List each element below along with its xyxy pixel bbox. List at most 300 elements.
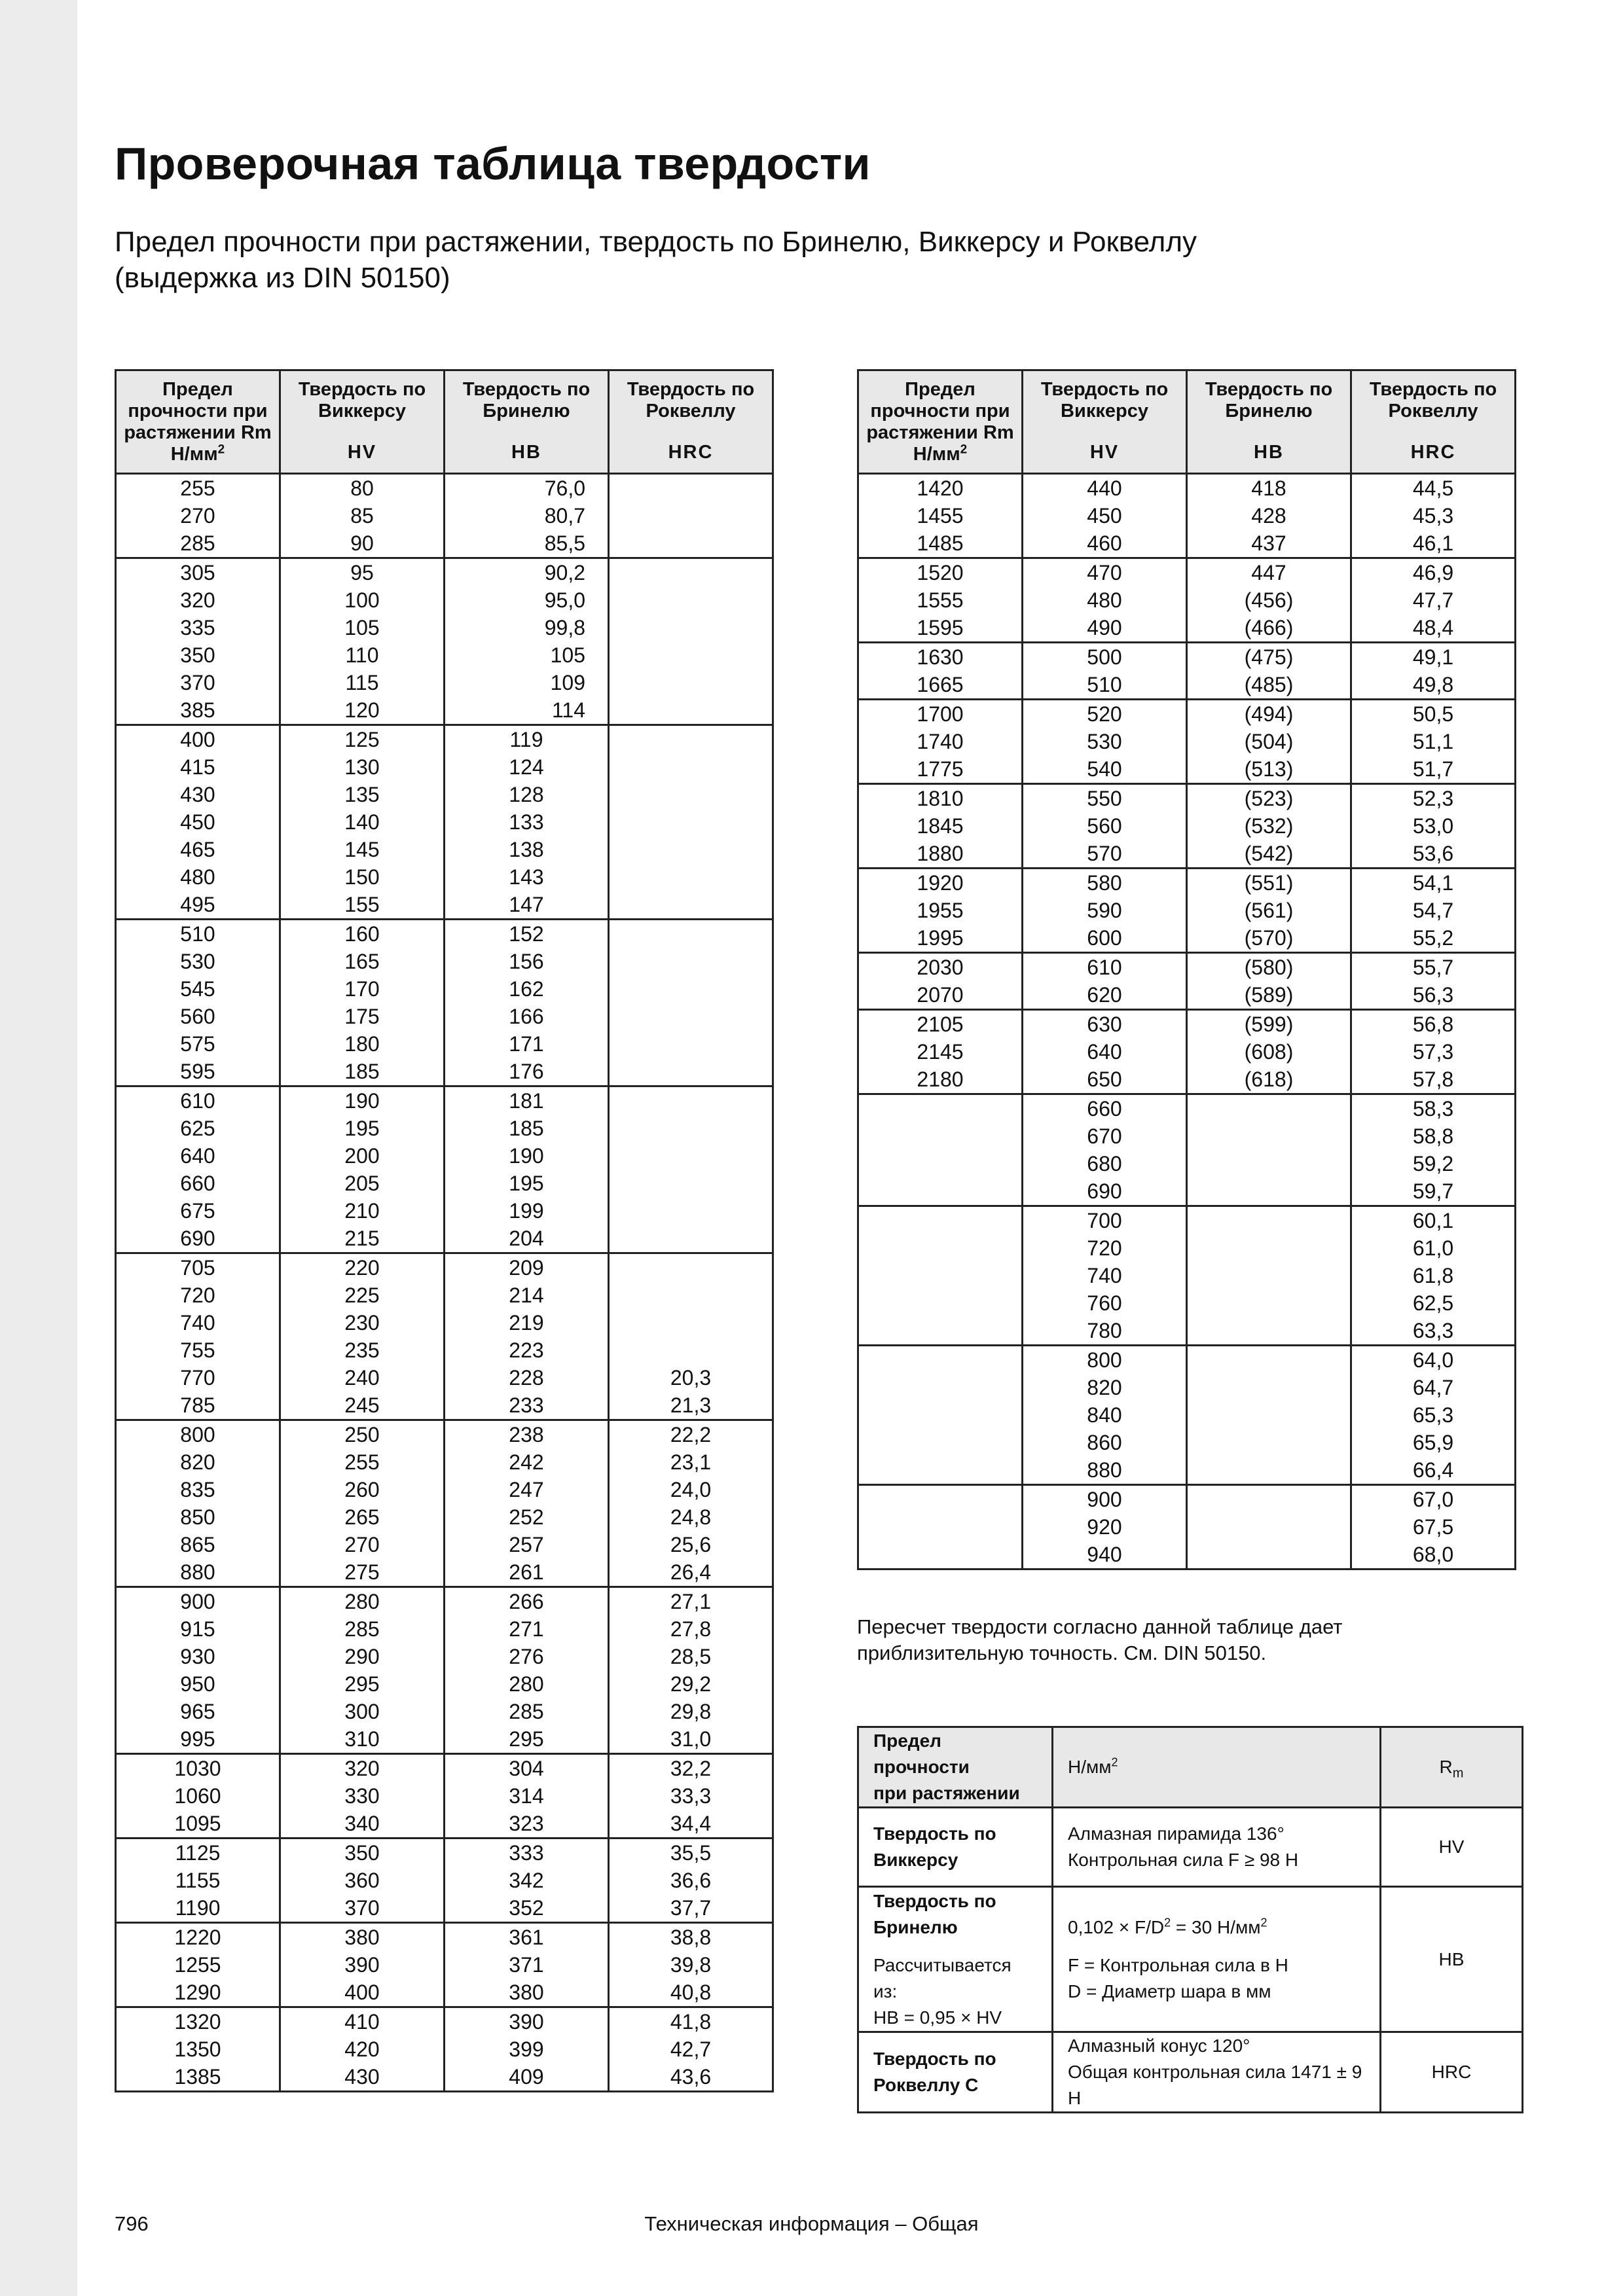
header-rm-label: Предел прочности при растяжении Rm Н/мм [124,379,272,465]
cell-hv: 660 [1023,1094,1187,1123]
cell-rm: 1740 [858,728,1023,755]
def-header-name-line: при растяжении [873,1783,1020,1803]
cell-hv: 150 [280,863,445,891]
cell-hrc [609,725,773,754]
cell-hb: (589) [1187,981,1351,1010]
cell-hb: 280 [445,1670,609,1698]
table-row [858,700,1516,728]
cell-hv: 265 [280,1503,445,1531]
cell-hv: 185 [280,1058,445,1086]
cell-hrc: 56,8 [1351,1010,1516,1039]
cell-hb: 437 [1187,529,1351,558]
table-row [116,1923,773,1952]
cell-hb: (485) [1187,671,1351,700]
cell-hb: (551) [1187,869,1351,897]
cell-hv: 590 [1023,897,1187,924]
cell-hv: 135 [280,781,445,808]
table-row [116,2036,773,2063]
def-header-name-line: Предел прочности [873,1731,970,1777]
table-row [116,1670,773,1698]
cell-hrc: 41,8 [609,2007,773,2036]
def-brinell-symbol: HB [1381,1887,1523,2032]
definitions-row-rockwell [858,2032,1523,2113]
cell-hb [1187,1234,1351,1262]
table-row [858,755,1516,784]
table-row [858,1206,1516,1235]
cell-hrc: 55,2 [1351,924,1516,953]
cell-hrc: 58,3 [1351,1094,1516,1123]
cell-hb: 447 [1187,558,1351,587]
table-row [116,948,773,975]
table-row [116,502,773,529]
cell-hb [1187,1401,1351,1429]
cell-rm: 930 [116,1643,280,1670]
cell-rm: 2070 [858,981,1023,1010]
conversion-note [857,1614,1518,1666]
table-row [116,1282,773,1309]
table-row [858,474,1516,503]
cell-hb: (561) [1187,897,1351,924]
table-row [858,502,1516,529]
cell-hb: (466) [1187,614,1351,643]
cell-hrc [609,1142,773,1170]
def-rockwell-symbol: HRC [1381,2032,1523,2113]
header-hrc-label: Твердость по Роквеллу [1369,379,1497,422]
cell-hrc [609,836,773,863]
cell-rm: 595 [116,1058,280,1086]
cell-hb: 418 [1187,474,1351,503]
cell-hb: 199 [445,1197,609,1225]
cell-hv: 390 [280,1951,445,1979]
cell-hv: 630 [1023,1010,1187,1039]
table-row [116,1839,773,1867]
cell-hv: 690 [1023,1177,1187,1206]
table-row [116,1894,773,1923]
table-row [858,1010,1516,1039]
cell-rm: 450 [116,808,280,836]
cell-hrc: 39,8 [609,1951,773,1979]
cell-rm [858,1094,1023,1123]
def-desc-line: Алмазный конус 120° [1068,2036,1250,2056]
table-body-right [858,474,1516,1570]
table-row [116,975,773,1003]
table-row [116,1391,773,1420]
cell-hrc [609,863,773,891]
cell-hrc: 67,0 [1351,1485,1516,1514]
cell-hb: 204 [445,1225,609,1253]
table-row [858,784,1516,813]
note-line: приблизительную точность. См. DIN 50150. [857,1641,1267,1664]
cell-hv: 340 [280,1810,445,1839]
def-name-line: Твердость по [873,2049,996,2069]
cell-hv: 170 [280,975,445,1003]
cell-hrc: 57,3 [1351,1038,1516,1066]
cell-rm: 1455 [858,502,1023,529]
cell-hrc: 20,3 [609,1364,773,1391]
cell-rm [858,1206,1023,1235]
header-rm-sup: 2 [217,442,225,457]
def-desc-line: D = Диаметр шара в мм [1068,1981,1271,2001]
table-row [858,1541,1516,1570]
cell-hv: 430 [280,2063,445,2092]
header-hrc [1351,370,1516,474]
def-vickers-symbol: HV [1381,1808,1523,1887]
cell-hb: 352 [445,1894,609,1923]
cell-hrc [609,891,773,920]
cell-rm: 675 [116,1197,280,1225]
cell-hv: 155 [280,891,445,920]
note-line: Пересчет твердости согласно данной таблице дает [857,1615,1343,1638]
cell-hrc: 59,2 [1351,1150,1516,1177]
cell-hv: 480 [1023,586,1187,614]
cell-hv: 610 [1023,953,1187,982]
cell-hv: 220 [280,1253,445,1282]
table-row [116,1979,773,2007]
cell-hv: 215 [280,1225,445,1253]
cell-hrc: 26,4 [609,1558,773,1587]
def-name-line: Твердость по [873,1823,996,1844]
def-name-line: Твердость по [873,1890,996,1911]
cell-hv: 280 [280,1587,445,1616]
cell-hv: 165 [280,948,445,975]
cell-rm [858,1485,1023,1514]
cell-hb: 238 [445,1420,609,1449]
def-formula [1068,1914,1365,1941]
cell-hrc: 31,0 [609,1725,773,1754]
cell-hv: 900 [1023,1485,1187,1514]
cell-hv: 740 [1023,1262,1187,1289]
cell-hb: (542) [1187,840,1351,869]
cell-rm: 480 [116,863,280,891]
table-row [116,753,773,781]
table-row [116,1531,773,1558]
left-margin-band [0,0,77,2296]
cell-hrc [609,1115,773,1142]
cell-hrc: 54,1 [1351,869,1516,897]
header-hrc-unit: HRC [668,442,714,463]
cell-hrc: 60,1 [1351,1206,1516,1235]
table-row [116,586,773,614]
cell-hrc [609,1170,773,1197]
header-hb [1187,370,1351,474]
cell-hb: 342 [445,1867,609,1894]
cell-hv: 560 [1023,812,1187,840]
cell-hb: 114 [445,696,609,725]
cell-rm: 1880 [858,840,1023,869]
table-row [858,1485,1516,1514]
table-row [858,643,1516,672]
cell-hv: 530 [1023,728,1187,755]
table-row [116,696,773,725]
cell-hb: 85,5 [445,529,609,558]
cell-hv: 255 [280,1448,445,1476]
header-rm [116,370,280,474]
cell-hb [1187,1456,1351,1485]
cell-rm: 690 [116,1225,280,1253]
cell-rm: 705 [116,1253,280,1282]
subtitle-line: (выдержка из DIN 50150) [115,262,450,294]
table-row [116,1309,773,1336]
definitions-table [857,1726,1523,2113]
footer-text: Техническая информация – Общая [644,2212,979,2235]
cell-rm: 1665 [858,671,1023,700]
header-hb-unit: HB [511,442,541,463]
def-desc-line: Общая контрольная сила 1471 ± 9 Н [1068,2062,1362,2108]
cell-hv: 470 [1023,558,1187,587]
cell-rm [858,1289,1023,1317]
cell-hrc: 53,0 [1351,812,1516,840]
cell-hrc [609,474,773,503]
cell-hrc: 29,8 [609,1698,773,1725]
cell-hb: 428 [1187,502,1351,529]
cell-rm: 510 [116,920,280,948]
cell-rm: 1155 [116,1867,280,1894]
cell-hrc: 54,7 [1351,897,1516,924]
cell-rm [858,1401,1023,1429]
cell-rm: 385 [116,696,280,725]
cell-hb: 314 [445,1782,609,1810]
cell-rm: 610 [116,1086,280,1115]
header-hv [1023,370,1187,474]
cell-hv: 570 [1023,840,1187,869]
table-row [858,1317,1516,1346]
header-hv-unit: HV [1089,442,1120,463]
cell-hrc: 49,1 [1351,643,1516,672]
def-desc-line: Контрольная сила F ≥ 98 Н [1068,1850,1299,1870]
cell-hv: 440 [1023,474,1187,503]
cell-hv: 360 [280,1867,445,1894]
cell-hb: 242 [445,1448,609,1476]
cell-hb: 223 [445,1336,609,1364]
cell-hrc: 40,8 [609,1979,773,2007]
cell-rm: 1320 [116,2007,280,2036]
cell-rm: 430 [116,781,280,808]
cell-hb: 176 [445,1058,609,1086]
cell-rm: 1995 [858,924,1023,953]
cell-hb: 295 [445,1725,609,1754]
cell-rm [858,1346,1023,1374]
cell-hb: 271 [445,1615,609,1643]
cell-hb [1187,1541,1351,1570]
definitions-row-brinell [858,1887,1523,2032]
cell-hv: 580 [1023,869,1187,897]
cell-rm [858,1374,1023,1401]
cell-hrc: 61,0 [1351,1234,1516,1262]
def-brinell-description [1053,1887,1381,2032]
cell-rm: 320 [116,586,280,614]
cell-hb: 128 [445,781,609,808]
table-row [116,1951,773,1979]
table-row [858,1234,1516,1262]
cell-hrc: 27,8 [609,1615,773,1643]
cell-hv: 130 [280,753,445,781]
cell-hv: 600 [1023,924,1187,953]
cell-hv: 145 [280,836,445,863]
cell-hrc [609,1309,773,1336]
cell-hb: 214 [445,1282,609,1309]
table-row [116,1587,773,1616]
cell-hb: 190 [445,1142,609,1170]
cell-hrc [609,1086,773,1115]
cell-rm: 2145 [858,1038,1023,1066]
cell-hrc: 44,5 [1351,474,1516,503]
cell-rm: 1125 [116,1839,280,1867]
formula-sup: 2 [1164,1916,1171,1929]
cell-rm: 1810 [858,784,1023,813]
cell-hv: 510 [1023,671,1187,700]
cell-hrc [609,1003,773,1030]
table-row [116,1086,773,1115]
table-row [116,1615,773,1643]
cell-hrc [609,975,773,1003]
cell-rm: 1255 [116,1951,280,1979]
header-hv [280,370,445,474]
table-row [858,1038,1516,1066]
cell-rm: 465 [116,836,280,863]
cell-hrc: 28,5 [609,1643,773,1670]
cell-hv: 330 [280,1782,445,1810]
cell-hrc: 68,0 [1351,1541,1516,1570]
cell-hrc: 63,3 [1351,1317,1516,1346]
cell-rm: 770 [116,1364,280,1391]
cell-rm: 370 [116,669,280,696]
cell-rm: 1290 [116,1979,280,2007]
def-rockwell-description [1053,2032,1381,2113]
cell-hrc: 36,6 [609,1867,773,1894]
table-row [116,1336,773,1364]
def-calc-line: HB = 0,95 × HV [873,2007,1002,2028]
header-hb [445,370,609,474]
cell-hv: 460 [1023,529,1187,558]
cell-rm: 2105 [858,1010,1023,1039]
cell-hb: (513) [1187,755,1351,784]
table-row [858,614,1516,643]
def-name-line: Бринелю [873,1916,958,1937]
cell-rm: 1595 [858,614,1023,643]
cell-hrc [609,1058,773,1086]
hardness-table-left [115,369,774,2092]
cell-rm: 560 [116,1003,280,1030]
cell-hrc: 57,8 [1351,1066,1516,1094]
cell-hrc [609,948,773,975]
cell-hrc: 53,6 [1351,840,1516,869]
table-row [858,953,1516,982]
cell-hv: 225 [280,1282,445,1309]
page-title: Проверочная таблица твердости [115,138,871,189]
cell-hv: 640 [1023,1038,1187,1066]
cell-hv: 245 [280,1391,445,1420]
cell-hb: (494) [1187,700,1351,728]
cell-hrc: 24,0 [609,1476,773,1503]
header-hb-label: Твердость по Бринелю [462,379,591,422]
header-hv-label: Твердость по Виккерсу [298,379,426,422]
def-name-line: Роквеллу С [873,2075,979,2095]
cell-rm: 530 [116,948,280,975]
cell-hrc [609,1225,773,1253]
cell-hb: 124 [445,753,609,781]
cell-hv: 320 [280,1754,445,1783]
cell-rm: 1220 [116,1923,280,1952]
cell-hv: 260 [280,1476,445,1503]
cell-hrc: 22,2 [609,1420,773,1449]
cell-hb: (580) [1187,953,1351,982]
cell-hb: 171 [445,1030,609,1058]
cell-hv: 85 [280,502,445,529]
cell-hv: 650 [1023,1066,1187,1094]
cell-rm: 1420 [858,474,1023,503]
table-row [116,1782,773,1810]
cell-hv: 95 [280,558,445,587]
table-row [858,812,1516,840]
cell-hv: 370 [280,1894,445,1923]
table-row [858,558,1516,587]
cell-hv: 230 [280,1309,445,1336]
cell-hrc [609,1336,773,1364]
cell-hrc [609,1197,773,1225]
cell-hv: 105 [280,614,445,641]
table-row [858,897,1516,924]
cell-rm: 720 [116,1282,280,1309]
cell-hb: 252 [445,1503,609,1531]
cell-rm: 915 [116,1615,280,1643]
cell-rm: 415 [116,753,280,781]
definitions-header-row [858,1727,1523,1808]
header-hb-label: Твердость по Бринелю [1205,379,1333,422]
cell-hrc [609,781,773,808]
cell-hb: 147 [445,891,609,920]
table-row [116,863,773,891]
cell-hrc: 43,6 [609,2063,773,2092]
cell-hb: 185 [445,1115,609,1142]
cell-hrc: 46,1 [1351,529,1516,558]
cell-hv: 940 [1023,1541,1187,1570]
table-header-row [858,370,1516,474]
cell-rm: 625 [116,1115,280,1142]
table-row [116,669,773,696]
cell-hv: 800 [1023,1346,1187,1374]
cell-rm: 1630 [858,643,1023,672]
page-number: 796 [115,2212,149,2235]
cell-hb [1187,1346,1351,1374]
cell-hb: 409 [445,2063,609,2092]
table-row [116,725,773,754]
cell-hb: 138 [445,836,609,863]
cell-rm: 1350 [116,2036,280,2063]
cell-rm: 1385 [116,2063,280,2092]
cell-rm: 660 [116,1170,280,1197]
cell-rm [858,1122,1023,1150]
cell-hb: (608) [1187,1038,1351,1066]
cell-hrc: 35,5 [609,1839,773,1867]
table-row [858,1289,1516,1317]
cell-hb: 105 [445,641,609,669]
cell-rm: 285 [116,529,280,558]
cell-hb: 90,2 [445,558,609,587]
table-row [116,641,773,669]
page-subtitle [115,224,1197,296]
cell-hrc: 48,4 [1351,614,1516,643]
table-row [116,1867,773,1894]
table-row [858,1066,1516,1094]
def-header-name [858,1727,1053,1808]
header-hrc-label: Твердость по Роквеллу [627,379,755,422]
cell-hb: 257 [445,1531,609,1558]
cell-hb: 109 [445,669,609,696]
table-row [116,1253,773,1282]
cell-hrc: 50,5 [1351,700,1516,728]
cell-hb: (475) [1187,643,1351,672]
cell-hb: 99,8 [445,614,609,641]
